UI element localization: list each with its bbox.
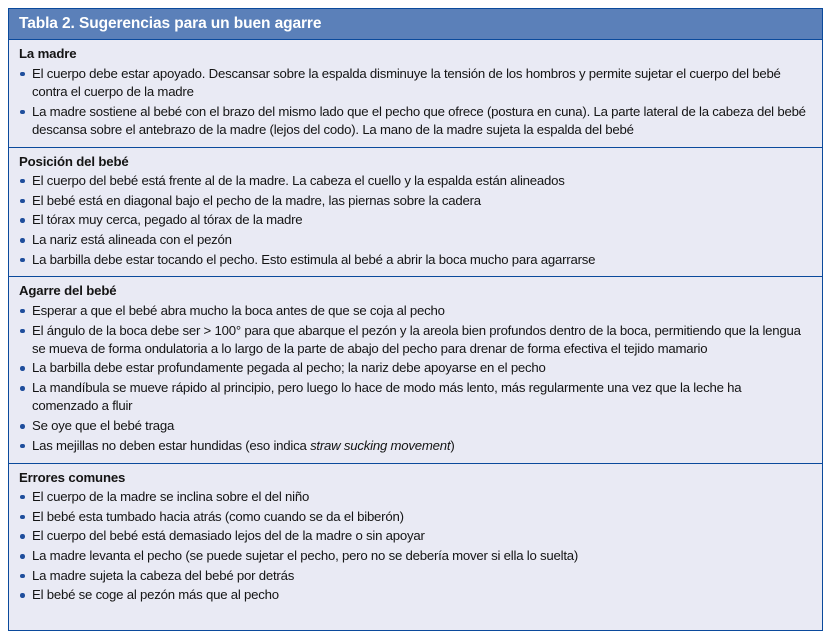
bullet-dot-icon [20,424,25,429]
table-body [9,40,822,630]
list-item-text: El cuerpo de la madre se inclina sobre el del niño [32,488,310,504]
section-title: La madre [19,46,77,62]
bullet-dot-icon [20,309,25,314]
list-item-text: El tórax muy cerca, pegado al tórax de la madre [32,212,303,228]
list-item-text: El bebé está en diagonal bajo el pecho de la madre, las piernas sobre la cadera [32,192,481,208]
table-section-posicion-del-bebe [9,148,822,278]
bullet-dot-icon [20,515,25,520]
list-item [19,547,810,565]
list-item [19,508,810,526]
bullet-dot-icon [20,554,25,559]
list-item-text: La barbilla debe estar tocando el pecho. Esto estimula al bebé a abrir la boca mucho para agarrarse [32,251,596,267]
list-item [19,527,810,545]
list-item [19,379,810,415]
list-item-text: Esperar a que el bebé abra mucho la boca antes de que se coja al pecho [32,302,445,318]
list-item-text: El cuerpo del bebé está frente al de la madre. La cabeza el cuello y la espalda están alineados [32,172,565,188]
list-item-text: El cuerpo del bebé está demasiado lejos del de la madre o sin apoyar [32,528,425,544]
list-item-text: La barbilla debe estar profundamente pegada al pecho; la nariz debe apoyarse en el pecho [32,360,546,376]
bullet-list [19,172,810,269]
list-item [19,192,810,210]
bullet-dot-icon [20,386,25,391]
bullet-dot-icon [20,444,25,449]
list-item-text: La nariz está alineada con el pezón [32,232,232,248]
bullet-dot-icon [20,110,25,115]
section-title: Posición del bebé [19,153,129,169]
bullet-dot-icon [20,574,25,579]
bullet-list [19,302,810,455]
list-item [19,437,810,455]
bullet-dot-icon [20,329,25,334]
list-item [19,231,810,249]
bullet-list [19,65,810,139]
list-item [19,322,810,358]
list-item [19,417,810,435]
list-item [19,359,810,377]
bullet-dot-icon [20,199,25,204]
bullet-list [19,488,810,605]
bullet-dot-icon [20,534,25,539]
list-item [19,586,810,604]
list-item-text: El ángulo de la boca debe ser > 100° para que abarque el pezón y la areola bien profundos dentro de la boca, permitiendo que la lengua se mueva de forma ondulatoria a lo largo de la parte de abajo del pecho para drenar de forma efectiva el tejido mamario [32,322,801,356]
list-item [19,302,810,320]
list-item [19,488,810,506]
list-item-text: Las mejillas no deben estar hundidas (eso indica straw sucking movement) [32,437,455,453]
list-item-text: La madre levanta el pecho (se puede sujetar el pecho, pero no se debería mover si ella lo suelta) [32,548,579,563]
table-card [8,8,823,631]
bullet-dot-icon [20,179,25,184]
list-item-text: La madre sujeta la cabeza del bebé por detrás [32,567,295,583]
list-item-text: La mandíbula se mueve rápido al principio, pero luego lo hace de modo más lento, más regularmente una vez que la leche ha comenzado a fluir [32,380,742,414]
section-title: Agarre del bebé [19,283,117,299]
list-item-text: Se oye que el bebé traga [32,418,175,434]
bullet-dot-icon [20,495,25,500]
section-title: Errores comunes [19,469,126,485]
list-item [19,211,810,229]
table-section-la-madre [9,40,822,147]
bullet-dot-icon [20,218,25,223]
bullet-dot-icon [20,366,25,371]
list-item-text: El cuerpo debe estar apoyado. Descansar sobre la espalda disminuye la tensión de los hombros y permite sujetar el cuerpo del bebé contra el cuerpo de la madre [32,65,781,99]
list-item [19,65,810,101]
list-item [19,172,810,190]
bullet-dot-icon [20,238,25,243]
table-section-agarre-del-bebe [9,277,822,463]
bullet-dot-icon [20,258,25,263]
list-item [19,103,810,139]
list-item [19,251,810,269]
list-item-text: La madre sostiene al bebé con el brazo del mismo lado que el pecho que ofrece (postura en cuna). La parte lateral de la cabeza del bebé descansa sobre el antebrazo de la madre (lejos del codo). La mano de la madre sujeta la espalda del bebé [32,103,806,137]
list-item-text: El bebé se coge al pezón más que al pecho [32,587,279,603]
bullet-dot-icon [20,593,25,598]
table-section-errores-comunes [9,464,822,613]
table-header-title: Tabla 2. Sugerencias para un buen agarre [9,9,822,40]
list-item [19,567,810,585]
list-item-text: El bebé esta tumbado hacia atrás (como cuando se da el biberón) [32,508,404,524]
bullet-dot-icon [20,72,25,77]
